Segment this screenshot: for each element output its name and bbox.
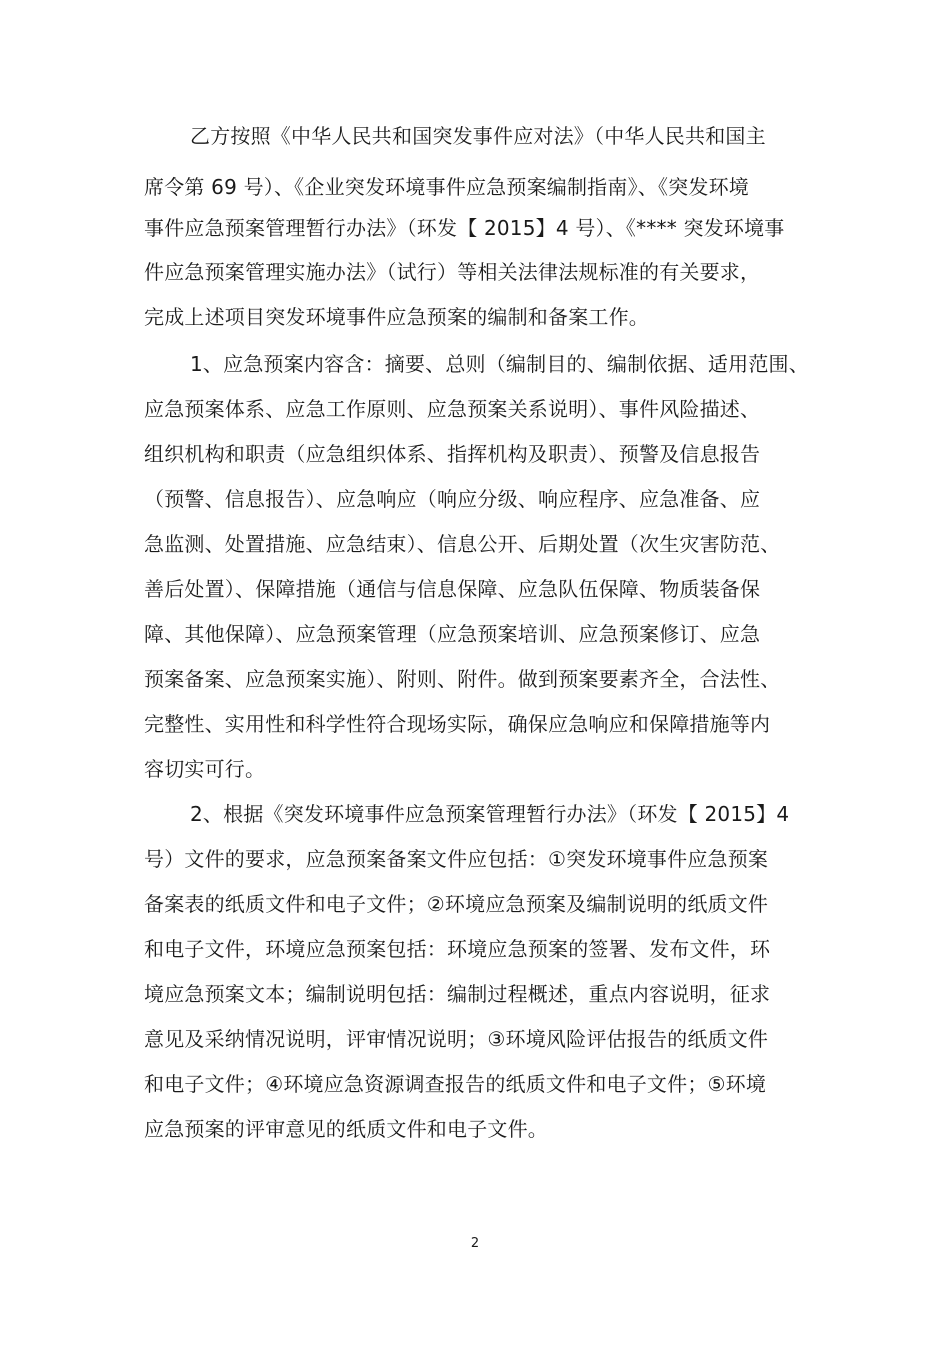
paragraph-2-line-8: 预案备案、应急预案实施）、附则、附件。做到预案要素齐全，合法性、 [144,667,781,691]
paragraph-2-line-7: 障、其他保障）、应急预案管理（应急预案培训、应急预案修订、应急 [144,622,761,646]
paragraph-2-line-10: 容切实可行。 [144,757,266,781]
paragraph-3-line-7: 和电子文件；④环境应急资源调查报告的纸质文件和电子文件；⑤环境 [144,1072,767,1096]
paragraph-1-line-3: 事件应急预案管理暂行办法》（环发【 2015】4 号）、《**** 突发环境事 [144,216,785,240]
paragraph-3-line-3: 备案表的纸质文件和电子文件；②环境应急预案及编制说明的纸质文件 [144,892,769,916]
paragraph-2-line-3: 组织机构和职责（应急组织体系、指挥机构及职责）、预警及信息报告 [144,442,761,466]
paragraph-2-line-9: 完整性、实用性和科学性符合现场实际，确保应急响应和保障措施等内 [144,712,771,736]
paragraph-3-line-2: 号）文件的要求，应急预案备案文件应包括：①突发环境事件应急预案 [144,847,769,871]
paragraph-1-line-4: 件应急预案管理实施办法》（试行）等相关法律法规标准的有关要求， [144,260,761,284]
paragraph-2-line-5: 急监测、处置措施、应急结束）、信息公开、后期处置（次生灾害防范、 [144,532,781,556]
paragraph-1-line-1: 乙方按照《中华人民共和国突发事件应对法》（中华人民共和国主 [190,124,766,148]
paragraph-2-line-1: 1、应急预案内容含：摘要、总则（编制目的、编制依据、适用范围、 [190,352,809,376]
paragraph-2-line-2: 应急预案体系、应急工作原则、应急预案关系说明）、事件风险描述、 [144,397,761,421]
paragraph-1-line-5: 完成上述项目突发环境事件应急预案的编制和备案工作。 [144,305,649,329]
paragraph-2-line-6: 善后处置）、保障措施（通信与信息保障、应急队伍保障、物质装备保 [144,577,761,601]
paragraph-3-line-5: 境应急预案文本；编制说明包括：编制过程概述，重点内容说明，征求 [144,982,771,1006]
paragraph-3-line-6: 意见及采纳情况说明，评审情况说明；③环境风险评估报告的纸质文件 [144,1027,769,1051]
page-number: 2 [470,1236,480,1251]
paragraph-1-line-2: 席令第 69 号）、《企业突发环境事件应急预案编制指南》、《突发环境 [144,175,749,199]
paragraph-3-line-8: 应急预案的评审意见的纸质文件和电子文件。 [144,1117,548,1141]
paragraph-2-line-4: （预警、信息报告）、应急响应（响应分级、响应程序、应急准备、应 [144,487,761,511]
paragraph-3-line-4: 和电子文件，环境应急预案包括：环境应急预案的签署、发布文件，环 [144,937,771,961]
paragraph-3-line-1: 2、根据《突发环境事件应急预案管理暂行办法》（环发【 2015】4 [190,802,790,826]
